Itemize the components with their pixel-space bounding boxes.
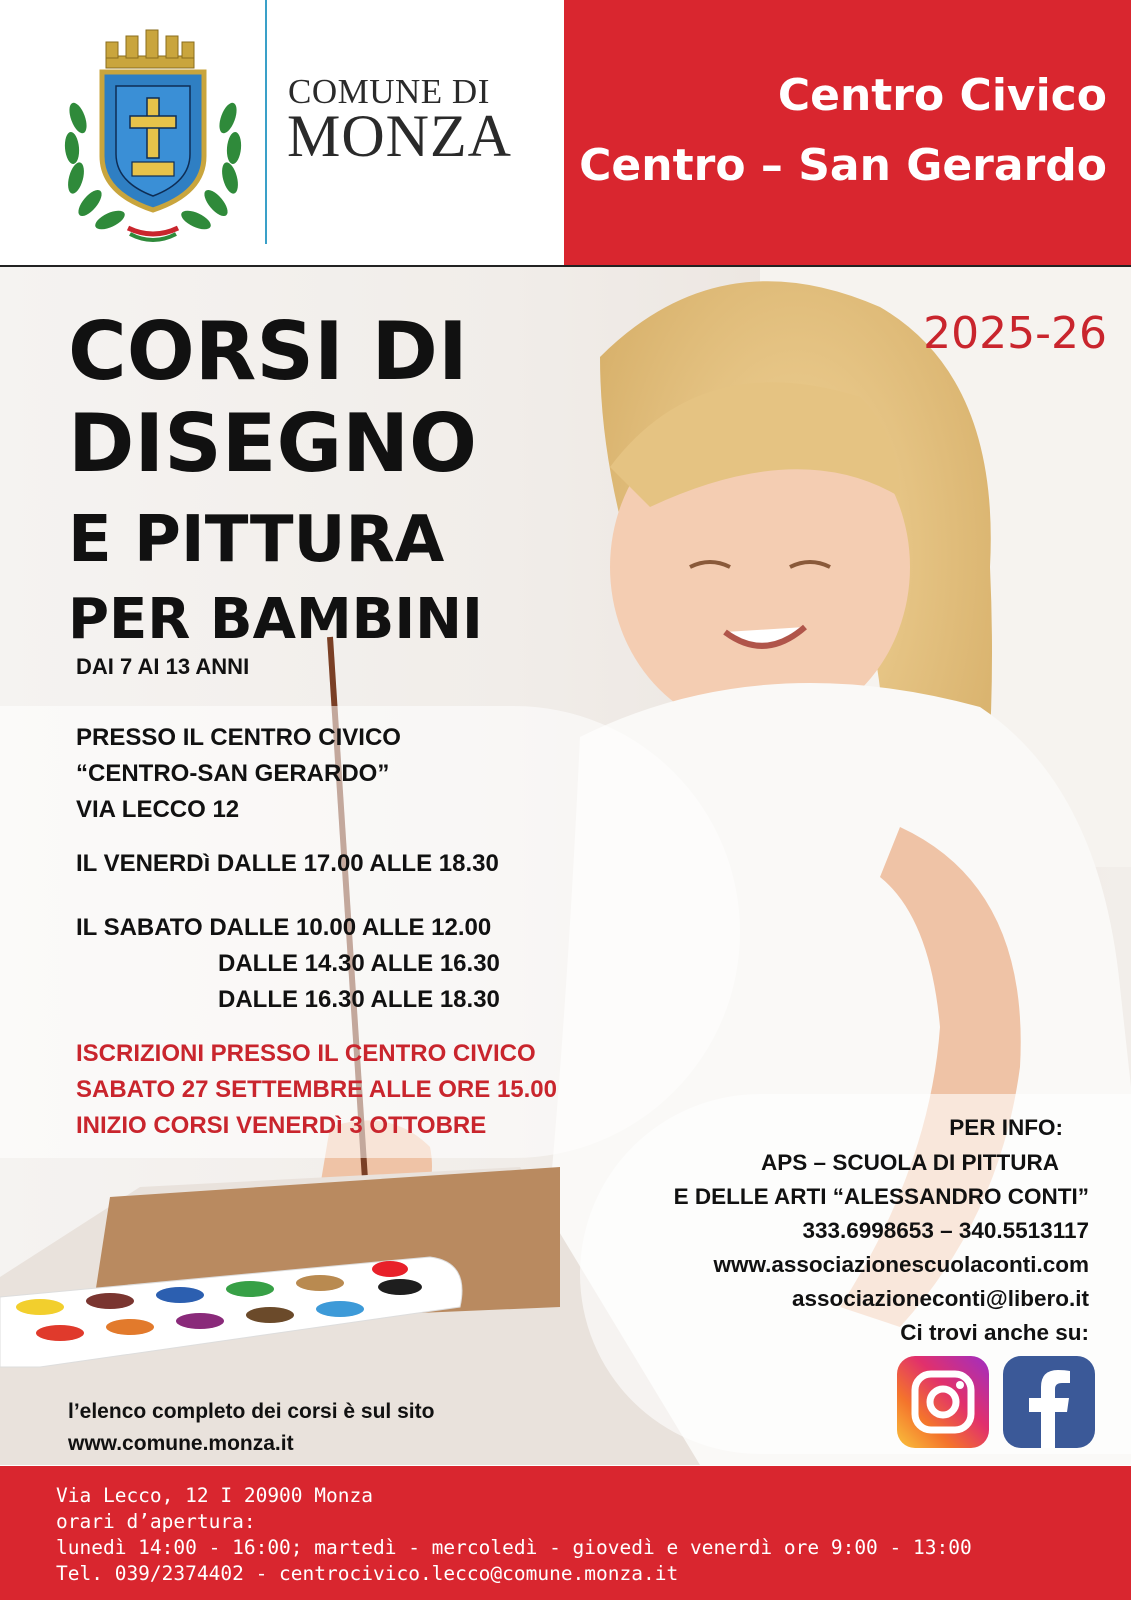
footer-contacts: Tel. 039/2374402 - centrocivico.lecco@comune.monza.it	[56, 1562, 679, 1585]
org-name-line1: APS – SCUOLA DI PITTURA	[761, 1150, 1059, 1175]
title-line4: PER BAMBINI	[68, 587, 483, 652]
banner-title-line2: Centro – San Gerardo	[579, 140, 1107, 191]
facebook-icon[interactable]	[1003, 1356, 1095, 1448]
footer-hours: lunedì 14:00 - 16:00; martedì - mercoledì - giovedì e venerdì ore 9:00 - 13:00	[56, 1536, 972, 1559]
header-red-banner	[564, 0, 1131, 266]
header	[0, 0, 1131, 266]
courses-note: l’elenco completo dei corsi è sul sito	[68, 1400, 435, 1423]
org-name-line2: E DELLE ARTI “ALESSANDRO CONTI”	[673, 1184, 1089, 1209]
banner-title-line1: Centro Civico	[777, 70, 1107, 121]
city-name: MONZA	[287, 103, 512, 169]
instagram-icon[interactable]	[897, 1356, 989, 1448]
contact-email-link[interactable]: associazioneconti@libero.it	[791, 1286, 1089, 1311]
course-start: INIZIO CORSI VENERDì 3 OTTOBRE	[76, 1112, 487, 1139]
contact-phones: 333.6998653 – 340.5513117	[802, 1218, 1089, 1243]
saturday-schedule-3: DALLE 16.30 ALLE 18.30	[218, 986, 500, 1013]
header-divider	[265, 0, 267, 244]
comune-label: COMUNE DI	[288, 72, 490, 111]
crown-icon	[106, 30, 194, 68]
location-address: VIA LECCO 12	[76, 796, 240, 823]
monza-crest-logo	[58, 28, 248, 248]
location-line2: “CENTRO-SAN GERARDO”	[76, 760, 390, 787]
comune-website-link[interactable]: www.comune.monza.it	[68, 1432, 294, 1455]
footer-hours-label: orari d’apertura:	[56, 1510, 256, 1533]
contact-heading: PER INFO:	[949, 1115, 1063, 1140]
title-line2: DISEGNO	[68, 397, 478, 490]
footer-address: Via Lecco, 12 I 20900 Monza	[56, 1484, 373, 1507]
year-label: 2025-26	[923, 308, 1107, 359]
title-line1: CORSI DI	[68, 305, 468, 398]
friday-schedule: IL VENERDì DALLE 17.00 ALLE 18.30	[76, 850, 499, 877]
location-line1: PRESSO IL CENTRO CIVICO	[76, 724, 401, 751]
saturday-schedule-1: IL SABATO DALLE 10.00 ALLE 12.00	[76, 914, 492, 941]
footer	[0, 1466, 1131, 1600]
enrollment-line2: SABATO 27 SETTEMBRE ALLE ORE 15.00	[76, 1076, 557, 1103]
age-range: DAI 7 AI 13 ANNI	[76, 654, 250, 679]
enrollment-line1: ISCRIZIONI PRESSO IL CENTRO CIVICO	[76, 1040, 536, 1067]
contact-website-link[interactable]: www.associazionescuolaconti.com	[713, 1252, 1089, 1277]
title-line3: E PITTURA	[68, 503, 445, 577]
saturday-schedule-2: DALLE 14.30 ALLE 16.30	[218, 950, 500, 977]
social-label: Ci trovi anche su:	[900, 1320, 1089, 1345]
